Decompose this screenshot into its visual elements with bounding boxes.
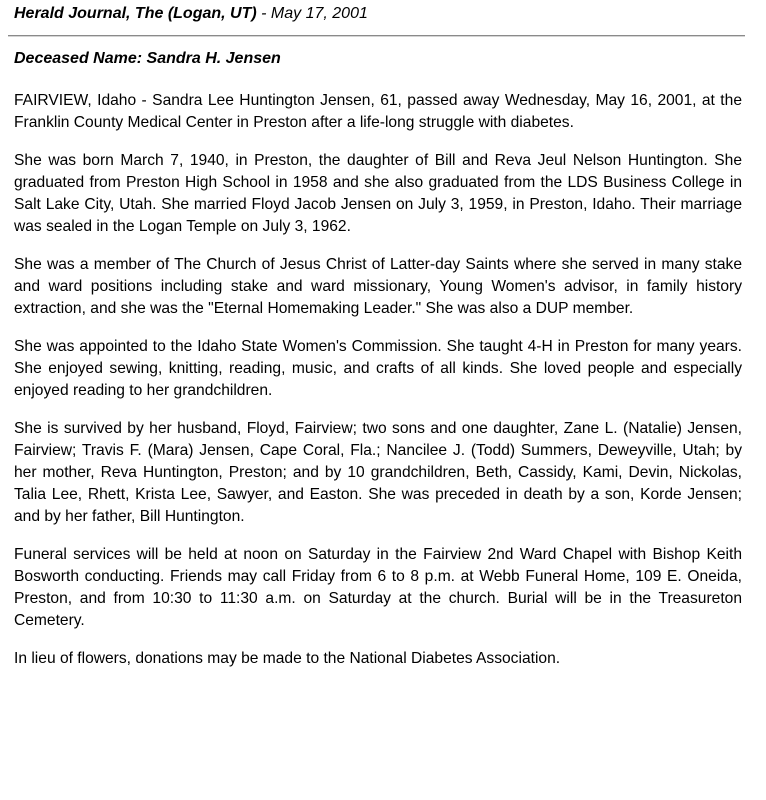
deceased-name-heading: Deceased Name: Sandra H. Jensen [14,50,281,67]
paragraph-church: She was a member of The Church of Jesus Christ of Latter-day Saints where she served in many stake and ward positions including stake and ward missionary, Young Women's advisor, in family history extraction, and she was the "Eternal Homemaking Leader." She was also a DUP member. [14,256,742,317]
paragraph-birth: She was born March 7, 1940, in Preston, the daughter of Bill and Reva Jeul Nelson Huntington. She graduated from Preston High School in 1958 and she also graduated from the LDS Business College in Salt Lake City, Utah. She married Floyd Jacob Jensen on July 3, 1959, in Preston, Idaho. Their marriage was sealed in the Logan Temple on July 3, 1962. [14,152,742,235]
publication-name: Herald Journal, The (Logan, UT) [14,5,257,22]
paragraph-services: Funeral services will be held at noon on Saturday in the Fairview 2nd Ward Chapel with Bishop Keith Bosworth conducting. Friends may call Friday from 6 to 8 p.m. at Webb Funeral Home, 109 E. Oneida, Preston, and from 10:30 to 11:30 a.m. on Saturday at the church. Burial will be in the Treasureton Cemetery. [14,546,742,629]
publication-date: May 17, 2001 [270,5,368,22]
header-divider [8,35,745,37]
paragraph-interests: She was appointed to the Idaho State Women's Commission. She taught 4-H in Preston for many years. She enjoyed sewing, knitting, reading, music, and crafts of all kinds. She loved people and especially enjoyed reading to her grandchildren. [14,338,742,399]
paragraph-survivors: She is survived by her husband, Floyd, Fairview; two sons and one daughter, Zane L. (Natalie) Jensen, Fairview; Travis F. (Mara) Jensen, Cape Coral, Fla.; Nancilee J. (Todd) Summers, Deweyville, Utah; by her mother, Reva Huntington, Preston; and by 10 grandchildren, Beth, Cassidy, Kami, Devin, Nickolas, Talia Lee, Rhett, Krista Lee, Sawyer, and Easton. She was preceded in death by a son, Korde Jensen; and by her father, Bill Huntington. [14,420,742,525]
header-separator: - [256,5,271,22]
publication-header [14,4,368,24]
obituary-body [14,90,742,686]
paragraph-intro: FAIRVIEW, Idaho - Sandra Lee Huntington Jensen, 61, passed away Wednesday, May 16, 2001, at the Franklin County Medical Center in Preston after a life-long struggle with diabetes. [14,92,742,131]
paragraph-donations: In lieu of flowers, donations may be made to the National Diabetes Association. [14,650,561,667]
